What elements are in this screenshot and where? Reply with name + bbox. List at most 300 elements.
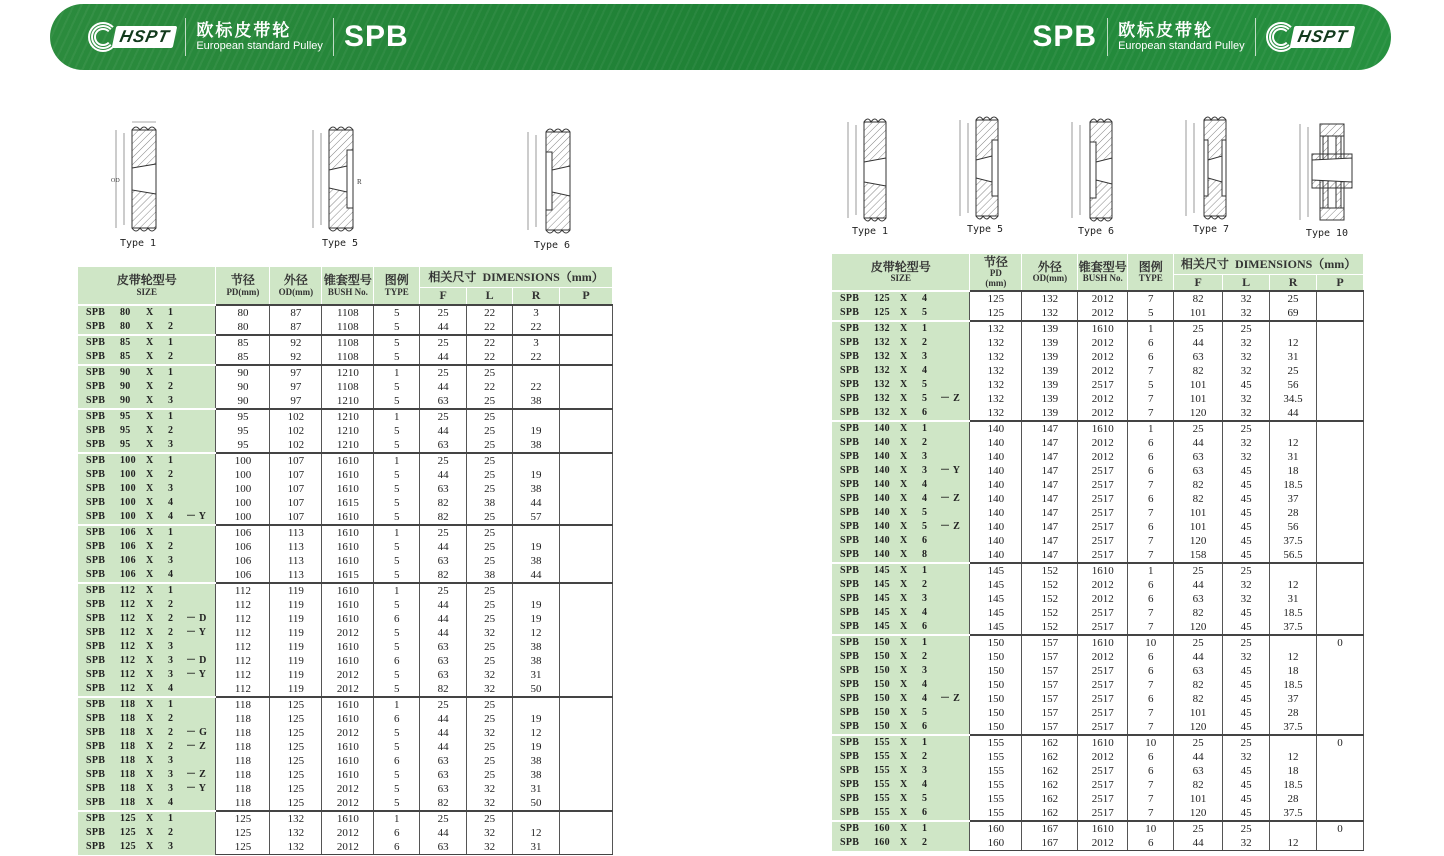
cell-type: 5: [374, 482, 420, 496]
cell-p: [1317, 750, 1364, 764]
size-grooves: 1: [922, 737, 928, 748]
cell-bush: 1610: [322, 525, 374, 540]
size-grooves: 1: [922, 423, 928, 434]
cell-pd: 112: [216, 583, 270, 598]
cell-p: [559, 768, 612, 782]
cell-p: [1317, 378, 1364, 392]
size-series: SPB: [840, 579, 860, 590]
header-pd-cn: 节径: [983, 254, 1008, 269]
cell-size: [832, 478, 970, 492]
size-pd: 118: [120, 769, 136, 780]
cell-p: [1317, 692, 1364, 706]
size-x: X: [146, 741, 154, 752]
table-row: [832, 578, 1364, 592]
size-pd: 145: [874, 579, 890, 590]
table-row: [832, 406, 1364, 421]
cell-pd: 140: [970, 534, 1022, 548]
cell-l: 22: [467, 350, 513, 365]
cell-r: 44: [513, 568, 560, 583]
cell-bush: 1210: [322, 438, 374, 453]
cell-bush: 1108: [322, 350, 374, 365]
cell-l: 45: [1223, 806, 1270, 821]
size-pd: 132: [874, 407, 890, 418]
size-x: X: [146, 351, 154, 362]
cell-f: 63: [420, 782, 467, 796]
table-row: [832, 778, 1364, 792]
table-row: [78, 796, 613, 811]
size-series: SPB: [840, 379, 860, 390]
size-x: X: [900, 437, 908, 448]
cell-type: 10: [1128, 635, 1174, 650]
size-suffix: － D: [186, 613, 207, 624]
size-suffix: － Y: [940, 465, 961, 476]
cell-bush: 1610: [322, 697, 374, 712]
cell-r: 38: [513, 754, 560, 768]
cell-type: 7: [1128, 534, 1174, 548]
size-x: X: [146, 555, 154, 566]
size-suffix: － Z: [186, 741, 207, 752]
table-row: [832, 750, 1364, 764]
header-bush-en: BUSH No.: [327, 286, 368, 297]
spec-table-left: [78, 267, 613, 855]
cell-od: 147: [1022, 436, 1078, 450]
cell-od: 87: [270, 320, 322, 335]
cell-pd: 140: [970, 464, 1022, 478]
cell-pd: 150: [970, 678, 1022, 692]
cell-l: 25: [467, 438, 513, 453]
cell-p: [559, 840, 612, 855]
size-grooves: 3: [922, 593, 928, 604]
cell-p: [1317, 392, 1364, 406]
size-pd: 85: [120, 351, 131, 362]
size-x: X: [900, 751, 908, 762]
cell-size: [832, 350, 970, 364]
size-x: X: [900, 451, 908, 462]
cell-od: 125: [270, 796, 322, 811]
size-pd: 112: [120, 613, 136, 624]
cell-type: 5: [374, 350, 420, 365]
cell-l: 25: [467, 409, 513, 424]
cell-size: [832, 764, 970, 778]
cell-size: [832, 406, 970, 421]
header-dims-cn: 相关尺寸: [1180, 257, 1229, 272]
size-pd: 140: [874, 465, 890, 476]
pulley-type10-drawing: [1292, 112, 1362, 226]
size-series: SPB: [86, 585, 106, 596]
cell-size: [832, 792, 970, 806]
cell-f: 25: [1174, 821, 1223, 836]
cell-f: 120: [1174, 806, 1223, 821]
cell-size: [78, 782, 216, 796]
size-series: SPB: [86, 381, 106, 392]
cell-l: 22: [467, 320, 513, 335]
size-pd: 95: [120, 425, 131, 436]
cell-type: 5: [374, 782, 420, 796]
cell-size: [78, 424, 216, 438]
cell-p: [559, 335, 612, 350]
cell-r: 19: [513, 712, 560, 726]
cell-bush: 1615: [322, 496, 374, 510]
cell-r: 31: [513, 668, 560, 682]
diagram-type-5: [952, 110, 1018, 235]
size-series: SPB: [86, 425, 106, 436]
cell-pd: 118: [216, 796, 270, 811]
cell-pd: 155: [970, 735, 1022, 750]
cell-r: [513, 583, 560, 598]
cell-od: 167: [1022, 821, 1078, 836]
cell-f: 44: [420, 598, 467, 612]
size-x: X: [900, 493, 908, 504]
diagram-label: Type 5: [321, 238, 359, 249]
cell-l: 25: [1223, 563, 1270, 578]
table-row: [78, 525, 613, 540]
cell-bush: 2517: [1078, 764, 1128, 778]
header-type-cn: 图例: [384, 273, 409, 288]
cell-l: 32: [1223, 750, 1270, 764]
size-grooves: 3: [168, 669, 174, 680]
cell-bush: 2012: [322, 840, 374, 855]
cell-l: 25: [467, 740, 513, 754]
cell-type: 1: [374, 453, 420, 468]
header-l: L: [1223, 274, 1270, 291]
header-size-cn: 皮带轮型号: [116, 273, 177, 288]
size-x: X: [146, 699, 154, 710]
cell-r: [1270, 421, 1317, 436]
cell-r: 12: [513, 626, 560, 640]
cell-l: 32: [467, 668, 513, 682]
cell-type: 1: [374, 365, 420, 380]
cell-f: 82: [420, 510, 467, 525]
cell-p: [1317, 406, 1364, 421]
size-grooves: 4: [922, 693, 928, 704]
size-grooves: 2: [168, 827, 174, 838]
cell-f: 63: [1174, 764, 1223, 778]
cell-pd: 145: [970, 578, 1022, 592]
table-row: [832, 336, 1364, 350]
table-row: [832, 306, 1364, 321]
cell-p: [1317, 592, 1364, 606]
cell-od: 107: [270, 510, 322, 525]
size-grooves: 4: [922, 607, 928, 618]
cell-bush: 2517: [1078, 464, 1128, 478]
cell-r: 56.5: [1270, 548, 1317, 563]
cell-l: 32: [1223, 650, 1270, 664]
cell-f: 25: [1174, 735, 1223, 750]
cell-p: [559, 482, 612, 496]
cell-l: 45: [1223, 792, 1270, 806]
size-suffix: － D: [186, 655, 207, 666]
cell-size: [832, 464, 970, 478]
table-row: [78, 335, 613, 350]
size-series: SPB: [840, 737, 860, 748]
size-grooves: 2: [168, 469, 174, 480]
size-grooves: 2: [168, 321, 174, 332]
size-pd: 132: [874, 337, 890, 348]
cell-l: 32: [1223, 578, 1270, 592]
cell-r: 37: [1270, 692, 1317, 706]
cell-p: [1317, 364, 1364, 378]
cell-l: 32: [1223, 406, 1270, 421]
header-size-en: SIZE: [136, 286, 157, 297]
cell-od: 157: [1022, 650, 1078, 664]
size-series: SPB: [86, 741, 106, 752]
header-size: [78, 267, 216, 305]
title-en: European standard Pulley: [1118, 40, 1245, 53]
size-grooves: 4: [168, 497, 174, 508]
cell-p: [559, 510, 612, 525]
size-grooves: 6: [922, 407, 928, 418]
pulley-type5-drawing: [952, 110, 1018, 222]
cell-type: 6: [1128, 336, 1174, 350]
header-type-en: TYPE: [384, 286, 409, 297]
cell-pd: 155: [970, 750, 1022, 764]
cell-l: 32: [467, 782, 513, 796]
cell-bush: 1615: [322, 568, 374, 583]
table-row: [832, 321, 1364, 336]
cell-f: 101: [1174, 506, 1223, 520]
cell-od: 132: [270, 811, 322, 826]
cell-pd: 125: [216, 811, 270, 826]
cell-od: 147: [1022, 548, 1078, 563]
cell-od: 162: [1022, 764, 1078, 778]
cell-f: 82: [1174, 492, 1223, 506]
size-grooves: 4: [922, 779, 928, 790]
cell-l: 32: [1223, 392, 1270, 406]
pulley-type7-drawing: [1180, 110, 1242, 222]
cell-f: 44: [420, 320, 467, 335]
cell-pd: 160: [970, 821, 1022, 836]
cell-l: 38: [467, 496, 513, 510]
cell-f: 120: [1174, 406, 1223, 421]
size-pd: 118: [120, 783, 136, 794]
cell-size: [78, 482, 216, 496]
cell-pd: 90: [216, 394, 270, 409]
cell-r: 19: [513, 598, 560, 612]
size-pd: 112: [120, 655, 136, 666]
cell-bush: 2012: [1078, 306, 1128, 321]
cell-size: [78, 583, 216, 598]
cell-type: 5: [1128, 378, 1174, 392]
cell-pd: 145: [970, 563, 1022, 578]
header-size-en: SIZE: [890, 273, 911, 284]
cell-r: 56: [1270, 378, 1317, 392]
size-x: X: [900, 323, 908, 334]
cell-r: 12: [1270, 436, 1317, 450]
cell-type: 6: [1128, 592, 1174, 606]
cell-od: 97: [270, 365, 322, 380]
cell-r: [513, 525, 560, 540]
cell-r: 18.5: [1270, 778, 1317, 792]
cell-r: 19: [513, 540, 560, 554]
size-grooves: 2: [922, 751, 928, 762]
size-pd: 140: [874, 493, 890, 504]
size-grooves: 1: [168, 813, 174, 824]
cell-size: [78, 525, 216, 540]
cell-od: 119: [270, 654, 322, 668]
cell-l: 22: [467, 380, 513, 394]
cell-od: 92: [270, 335, 322, 350]
size-pd: 106: [120, 555, 136, 566]
cell-od: 167: [1022, 836, 1078, 851]
cell-type: 6: [1128, 492, 1174, 506]
cell-size: [832, 592, 970, 606]
cell-bush: 2517: [1078, 792, 1128, 806]
cell-od: 125: [270, 754, 322, 768]
size-pd: 106: [120, 541, 136, 552]
size-grooves: 3: [922, 465, 928, 476]
cell-type: 5: [374, 554, 420, 568]
table-row: [832, 592, 1364, 606]
header-type: [1128, 254, 1174, 291]
cell-pd: 85: [216, 350, 270, 365]
size-grooves: 4: [168, 511, 174, 522]
size-series: SPB: [86, 699, 106, 710]
table-row: [832, 664, 1364, 678]
cell-f: 25: [420, 335, 467, 350]
cell-type: 5: [1128, 306, 1174, 321]
cell-bush: 1610: [322, 468, 374, 482]
cell-bush: 2012: [1078, 836, 1128, 851]
cell-l: 32: [1223, 306, 1270, 321]
cell-bush: 1610: [1078, 563, 1128, 578]
size-x: X: [900, 737, 908, 748]
size-grooves: 2: [922, 651, 928, 662]
cell-p: [1317, 520, 1364, 534]
table-row: [78, 438, 613, 453]
cell-f: 82: [1174, 678, 1223, 692]
size-pd: 140: [874, 521, 890, 532]
cell-size: [832, 706, 970, 720]
cell-p: [1317, 548, 1364, 563]
cell-type: 5: [374, 424, 420, 438]
cell-size: [832, 650, 970, 664]
cell-type: 7: [1128, 806, 1174, 821]
size-grooves: 2: [168, 613, 174, 624]
cell-f: 25: [1174, 563, 1223, 578]
size-suffix: － Z: [186, 769, 207, 780]
cell-bush: 1610: [322, 754, 374, 768]
size-series: SPB: [86, 497, 106, 508]
cell-size: [78, 568, 216, 583]
size-x: X: [900, 407, 908, 418]
size-x: X: [146, 337, 154, 348]
cell-bush: 1210: [322, 424, 374, 438]
table-row: [78, 626, 613, 640]
size-x: X: [146, 683, 154, 694]
cell-r: [1270, 563, 1317, 578]
cell-bush: 2012: [1078, 650, 1128, 664]
size-grooves: 2: [168, 741, 174, 752]
size-x: X: [146, 425, 154, 436]
cell-type: 6: [1128, 350, 1174, 364]
table-row: [832, 792, 1364, 806]
size-series: SPB: [840, 693, 860, 704]
header-pd: [970, 254, 1022, 291]
cell-type: 6: [1128, 692, 1174, 706]
cell-type: 6: [374, 754, 420, 768]
cell-type: 6: [374, 612, 420, 626]
cell-pd: 80: [216, 305, 270, 320]
cell-od: 147: [1022, 421, 1078, 436]
size-x: X: [146, 455, 154, 466]
cell-type: 7: [1128, 291, 1174, 306]
cell-p: [1317, 492, 1364, 506]
size-series: SPB: [86, 613, 106, 624]
cell-bush: 2012: [1078, 336, 1128, 350]
cell-size: [78, 365, 216, 380]
cell-p: [559, 826, 612, 840]
size-x: X: [146, 381, 154, 392]
cell-r: 38: [513, 394, 560, 409]
cell-p: [559, 682, 612, 697]
cell-pd: 100: [216, 496, 270, 510]
cell-od: 97: [270, 380, 322, 394]
size-pd: 112: [120, 669, 136, 680]
cell-type: 5: [374, 496, 420, 510]
size-grooves: 6: [922, 621, 928, 632]
cell-pd: 140: [970, 421, 1022, 436]
cell-type: 1: [374, 583, 420, 598]
size-grooves: 6: [922, 807, 928, 818]
size-x: X: [146, 469, 154, 480]
cell-size: [832, 534, 970, 548]
cell-r: 28: [1270, 706, 1317, 720]
size-suffix: － G: [186, 727, 208, 738]
header-pd-unit: (mm): [985, 278, 1007, 289]
cell-r: 50: [513, 682, 560, 697]
size-grooves: 1: [168, 367, 174, 378]
size-x: X: [146, 713, 154, 724]
size-x: X: [900, 593, 908, 604]
cell-p: [559, 740, 612, 754]
title-en: European standard Pulley: [196, 40, 323, 53]
cell-f: 25: [1174, 635, 1223, 650]
table-row: [832, 378, 1364, 392]
cell-pd: 150: [970, 635, 1022, 650]
cell-od: 157: [1022, 678, 1078, 692]
table-row: [78, 510, 613, 525]
cell-pd: 125: [216, 826, 270, 840]
cell-f: 25: [1174, 321, 1223, 336]
cell-bush: 1610: [322, 583, 374, 598]
cell-r: 12: [513, 726, 560, 740]
cell-bush: 1610: [322, 811, 374, 826]
cell-size: [832, 778, 970, 792]
cell-pd: 140: [970, 492, 1022, 506]
cell-bush: 2517: [1078, 492, 1128, 506]
cell-bush: 2012: [322, 796, 374, 811]
size-x: X: [146, 669, 154, 680]
cell-od: 113: [270, 568, 322, 583]
cell-p: [559, 697, 612, 712]
cell-od: 162: [1022, 806, 1078, 821]
cell-size: [78, 540, 216, 554]
cell-l: 32: [467, 826, 513, 840]
size-x: X: [900, 707, 908, 718]
cell-od: 139: [1022, 364, 1078, 378]
cell-p: [1317, 620, 1364, 635]
hspt-logo: [88, 17, 175, 57]
cell-size: [78, 768, 216, 782]
table-row: [78, 668, 613, 682]
cell-pd: 150: [970, 692, 1022, 706]
size-x: X: [900, 837, 908, 849]
cell-p: [559, 320, 612, 335]
size-pd: 140: [874, 423, 890, 434]
size-series: SPB: [86, 727, 106, 738]
header-type: [374, 267, 420, 305]
cell-l: 25: [467, 754, 513, 768]
